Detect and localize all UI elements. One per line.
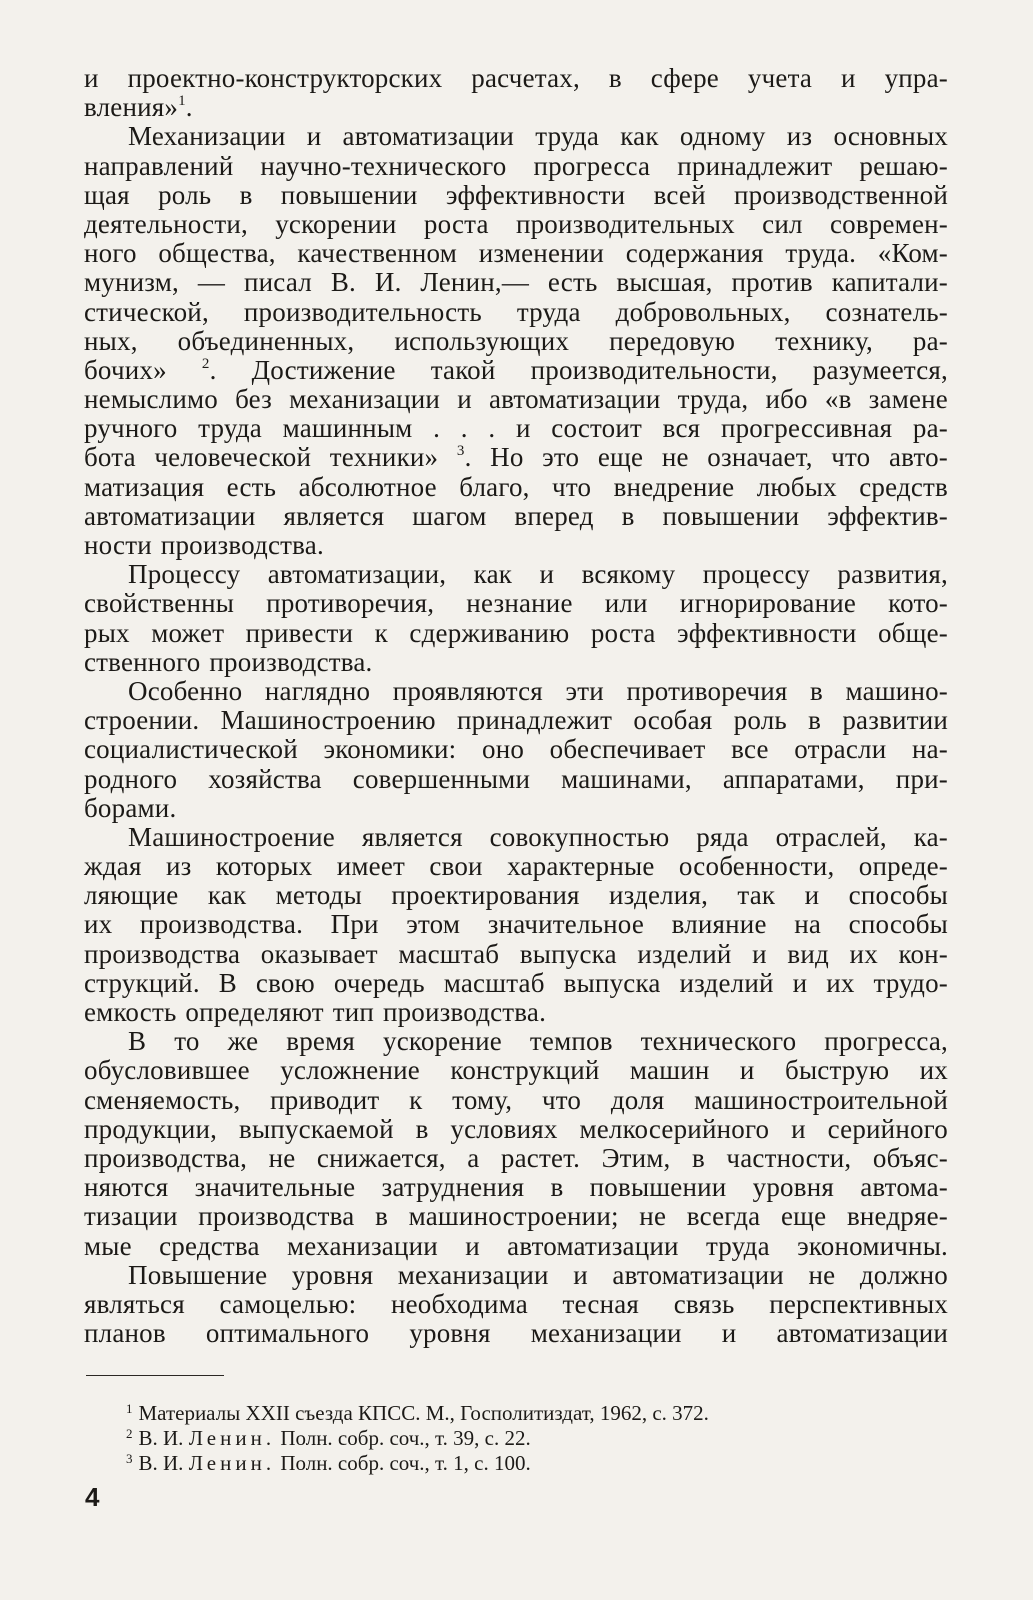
text-line: сменяемость, приводит к тому, что доля машиностроительной (84, 1084, 948, 1115)
text-line: бота человеческой техники» $^3$. Но это еще не означает, что авто- (84, 442, 948, 473)
footnote-author: Ленин. (188, 1451, 276, 1475)
footnote-number: 3 (126, 1451, 133, 1466)
text-line: свойственны противоречия, незнание или игнорирование кото- (84, 588, 948, 619)
paragraph-start: Машиностроение является совокупностью ряда отраслей, ка- (128, 821, 948, 852)
text-line: являться самоцелью: необходима тесная связь перспективных (84, 1288, 948, 1319)
line-text: вления» (84, 92, 179, 123)
text-line: стической, производительность труда добровольных, сознатель- (84, 296, 948, 327)
line-text: Достижение такой производительности, разумеется, (251, 354, 948, 385)
text-line: производства оказывает масштаб выпуска изделий и вид их кон- (84, 938, 948, 969)
text-line: мунизм, — писал В. И. Ленин,— есть высшая, против капитали- (84, 267, 948, 298)
text-line: планов оптимального уровня механизации и автоматизации (84, 1318, 948, 1349)
paragraph-start: Механизации и автоматизации труда как одному из основных (128, 121, 948, 152)
text-line: их производства. При этом значительное влияние на способы (84, 909, 948, 940)
text-line: строении. Машиностроению принадлежит особая роль в развитии (84, 705, 948, 736)
paragraph-start: Повышение уровня механизации и автоматизации не должно (128, 1259, 948, 1290)
text-line: рых может привести к сдерживанию роста эффективности обще- (84, 617, 948, 648)
text-line: социалистической экономики: оно обеспечивает все отрасли на- (84, 734, 948, 765)
footnote-text: В. И. (138, 1426, 189, 1450)
text-line: направлений научно-технического прогресса принадлежит решаю- (84, 150, 948, 181)
text-line: ляющие как методы проектирования изделия, так и способы (84, 880, 948, 911)
footnote-mark: 2 (201, 355, 210, 372)
body-text (84, 64, 948, 1348)
text-line: ных, объединенных, использующих передовую технику, ра- (84, 325, 948, 356)
footnote-text: Материалы XXII съезда КПСС. М., Госполитиздат, 1962, с. 372. (138, 1401, 709, 1425)
line-text: бочих» (84, 354, 167, 385)
text-line: производства, не снижается, а растет. Этим, в частности, объяс- (84, 1142, 948, 1173)
text-line: мые средства механизации и автоматизации труда экономичны. (84, 1230, 948, 1261)
paragraph-start: Особенно наглядно проявляются эти противоречия в машино- (128, 675, 948, 706)
text-line: вления»$^1$. (84, 92, 193, 123)
footnote-text: Полн. собр. соч., т. 1, с. 100. (275, 1451, 531, 1475)
text-line: ственного производства. (84, 646, 373, 677)
text-line: ности производства. (84, 530, 324, 560)
text-line: матизация есть абсолютное благо, что внедрение любых средств (84, 471, 948, 502)
text-line: няются значительные затруднения в повышении уровня автома- (84, 1172, 948, 1203)
page-number: 4 (85, 1482, 100, 1512)
text-line: ждая из которых имеет свои характерные особенности, опреде- (84, 851, 948, 882)
text-line: щая роль в повышении эффективности всей производственной (84, 179, 948, 210)
text-line: ного общества, качественном изменении содержания труда. «Ком- (84, 238, 948, 269)
text-line: емкость определяют тип производства. (84, 997, 547, 1027)
footnote-author: Ленин. (188, 1426, 276, 1450)
footnote-number: 1 (126, 1401, 133, 1416)
text-line: автоматизации является шагом вперед в повышении эффектив- (84, 500, 948, 531)
line-text: Но это еще не означает, что авто- (490, 442, 948, 473)
text-line: борами. (84, 792, 177, 823)
footnote-mark: 3 (456, 443, 465, 460)
footnote-text: Полн. собр. соч., т. 39, с. 22. (275, 1426, 531, 1450)
text-line: обусловившее усложнение конструкций машин и быструю их (84, 1055, 948, 1086)
footnote-mark: 1 (178, 93, 186, 110)
footnote-number: 2 (126, 1426, 133, 1441)
footnote (126, 1446, 926, 1475)
line-text: бота человеческой техники» (84, 442, 439, 473)
footnote (126, 1396, 926, 1425)
paragraph-start: Процессу автоматизации, как и всякому процессу развития, (128, 559, 948, 590)
text-line: ручного труда машинным . . . и состоит вся прогрессивная ра- (84, 413, 948, 444)
footnote-separator (86, 1375, 224, 1376)
text-line: бочих» $^2$. Достижение такой производительности, разумеется, (84, 354, 948, 385)
text-line: немыслимо без механизации и автоматизации труда, ибо «в замене (84, 384, 948, 415)
text-line: и проектно-конструкторских расчетах, в сфере учета и упра- (84, 63, 948, 93)
text-line: струкций. В свою очередь масштаб выпуска изделий и их трудо- (84, 967, 948, 998)
paragraph-start: В то же время ускорение темпов технического прогресса, (128, 1026, 948, 1057)
footnotes (126, 1396, 926, 1475)
text-line: тизации производства в машиностроении; не всегда еще внедряе- (84, 1201, 948, 1232)
footnote-text: В. И. (138, 1451, 189, 1475)
footnote (126, 1421, 926, 1450)
text-line: родного хозяйства совершенными машинами, аппаратами, при- (84, 763, 948, 794)
text-line: деятельности, ускорении роста производительных сил современ- (84, 208, 948, 239)
text-line: продукции, выпускаемой в условиях мелкосерийного и серийного (84, 1113, 948, 1144)
